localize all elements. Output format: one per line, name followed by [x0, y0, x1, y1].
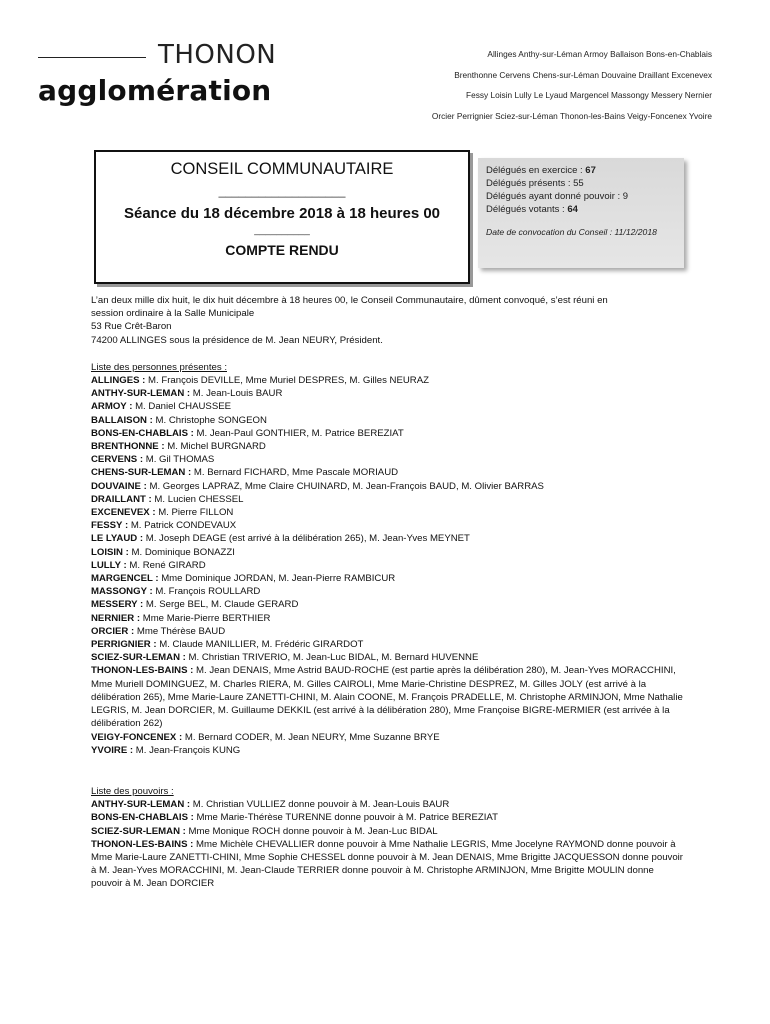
commune-name: ANTHY-SUR-LEMAN : — [91, 388, 193, 400]
commune-name: LOISIN : — [91, 546, 132, 558]
communes-line: Orcier Perrignier Sciez-sur-Léman Thonon-les-Bains Veigy-Foncenex Yvoire — [431, 110, 712, 121]
delegate-names: M. René GIRARD — [129, 559, 206, 571]
delegate-names: M. Serge BEL, M. Claude GERARD — [145, 599, 299, 611]
delegate-names: M. Bernard FICHARD, Mme Pascale MORIAUD — [193, 467, 399, 479]
present-entry — [91, 374, 687, 387]
present-entry — [91, 664, 687, 730]
document-body — [91, 294, 687, 891]
commune-name: LE LYAUD : — [91, 533, 146, 545]
present-entry — [91, 625, 687, 638]
commune-name: MARGENCEL : — [91, 573, 162, 585]
commune-name: FESSY : — [91, 520, 131, 532]
present-entry — [91, 638, 687, 651]
present-entry — [91, 572, 687, 585]
commune-name: MESSERY : — [91, 599, 146, 611]
commune-name: ARMOY : — [91, 401, 136, 413]
title-separator: ___________________ — [218, 184, 346, 198]
intro-line: L’an deux mille dix huit, le dix huit décembre à 18 heures 00, le Conseil Communautaire, dûment convoqué, s’est réuni en — [91, 295, 608, 306]
present-entry — [91, 744, 687, 757]
session-date: Séance du 18 décembre 2018 à 18 heures 00 — [123, 205, 441, 222]
commune-name: BONS-EN-CHABLAIS : — [91, 812, 197, 824]
present-entry — [91, 651, 687, 664]
delegate-names: M. Daniel CHAUSSEE — [135, 401, 232, 413]
present-entry — [91, 400, 687, 413]
proxy-entry — [91, 825, 687, 838]
commune-name: BALLAISON : — [91, 414, 156, 426]
commune-name: THONON-LES-BAINS : — [91, 838, 196, 850]
present-entry — [91, 585, 687, 598]
present-entry — [91, 480, 687, 493]
logo-thonon-text: THONON — [158, 40, 277, 70]
delegate-names: M. Claude MANILLIER, M. Frédéric GIRARDOT — [159, 639, 364, 651]
commune-name: LULLY : — [91, 559, 130, 571]
delegate-names: M. Jean DENAIS, Mme Astrid BAUD-ROCHE (est partie après la délibération 280), M. Jean-Yves MORACCHINI, Mme Muriell DOMINGUEZ, M. Charles RIERA, M. Gilles CAIROLI, Mme Marie-Christine DESPREZ, M. Gilles JOLY (est arrivé à la délibération 265), Mme Marie-Laure ZANETTI-CHINI, M. Alain COONE, M. François PRADELLE, M. Christophe ARMINJON, Mme Nathalie LEGRIS, M. Jean DORCIER, M. Guillaume DEKKIL (est arrivé à la délibération 280), Mme Françoise BIGRE-MERMIER (est arrivée à la délibération 262) — [91, 665, 683, 730]
present-entry — [91, 440, 687, 453]
delegate-names: M. Lucien CHESSEL — [154, 493, 244, 505]
delegate-names: M. Georges LAPRAZ, Mme Claire CHUINARD, M. Jean-François BAUD, M. Olivier BARRAS — [149, 480, 544, 492]
proxy-entry — [91, 798, 687, 811]
present-entry — [91, 559, 687, 572]
commune-name: ANTHY-SUR-LEMAN : — [91, 799, 193, 811]
commune-name: SCIEZ-SUR-LEMAN : — [91, 652, 189, 664]
communes-line: Allinges Anthy-sur-Léman Armoy Ballaison Bons-en-Chablais — [487, 49, 712, 59]
present-entry — [91, 387, 687, 400]
delegates-in-office: Délégués en exercice : 67 — [486, 165, 596, 176]
delegates-present: Délégués présents : 55 — [486, 178, 584, 189]
present-entry — [91, 546, 687, 559]
commune-name: THONON-LES-BAINS : — [91, 665, 196, 677]
commune-name: EXCENEVEX : — [91, 507, 159, 519]
commune-name: SCIEZ-SUR-LEMAN : — [91, 825, 189, 837]
delegate-names: M. François DEVILLE, Mme Muriel DESPRES, M. Gilles NEURAZ — [148, 375, 429, 387]
present-entry — [91, 427, 687, 440]
present-heading: Liste des personnes présentes : — [91, 361, 227, 373]
commune-name: NERNIER : — [91, 612, 143, 624]
communes-line: Brenthonne Cervens Chens-sur-Léman Douvaine Draillant Excenevex — [454, 69, 712, 80]
delegate-names: M. François ROULLARD — [155, 586, 261, 598]
proxies-list — [91, 798, 687, 890]
proxies-heading: Liste des pouvoirs : — [91, 785, 174, 797]
delegates-proxy: Délégués ayant donné pouvoir : 9 — [486, 191, 629, 202]
communes-line: Fessy Loisin Lully Le Lyaud Margencel Massongy Messery Nernier — [466, 90, 712, 100]
delegates-voting-count: 64 — [567, 204, 578, 215]
delegate-names: Mme Monique ROCH donne pouvoir à M. Jean-Luc BIDAL — [188, 825, 438, 837]
delegate-names: M. Jean-François KUNG — [135, 744, 241, 756]
commune-name: ALLINGES : — [91, 375, 149, 387]
document-title: CONSEIL COMMUNAUTAIRE — [170, 160, 394, 178]
delegate-names: M. Dominique BONAZZI — [131, 546, 235, 558]
delegate-names: M. Michel BURGNARD — [167, 441, 266, 453]
delegate-names: M. Pierre FILLON — [158, 507, 234, 519]
present-entry — [91, 414, 687, 427]
delegate-names: M. Gil THOMAS — [145, 454, 215, 466]
commune-name: CERVENS : — [91, 454, 146, 466]
delegate-names: M. Jean-Louis BAUR — [192, 388, 283, 400]
commune-name: DRAILLANT : — [91, 493, 155, 505]
proxy-entry — [91, 811, 687, 824]
title-separator-2: __________ — [254, 225, 310, 236]
delegate-names: M. Christian TRIVERIO, M. Jean-Luc BIDAL, M. Bernard HUVENNE — [188, 652, 479, 664]
intro-line: session ordinaire à la Salle Municipale — [91, 308, 255, 320]
commune-name: DOUVAINE : — [91, 480, 150, 492]
delegate-names: M. Joseph DEAGE (est arrivé à la délibération 265), M. Jean-Yves MEYNET — [145, 533, 470, 545]
delegate-names: M. Christophe SONGEON — [155, 414, 267, 426]
delegates-summary-box — [478, 158, 684, 268]
delegate-names: M. Jean-Paul GONTHIER, M. Patrice BEREZIAT — [196, 427, 404, 439]
proxy-entry — [91, 838, 687, 891]
commune-name: BRENTHONNE : — [91, 441, 168, 453]
commune-name: YVOIRE : — [91, 744, 136, 756]
present-entry — [91, 466, 687, 479]
intro-line: 74200 ALLINGES sous la présidence de M. Jean NEURY, Président. — [91, 334, 383, 346]
delegates-voting: Délégués votants : 64 — [486, 204, 578, 215]
present-entry — [91, 506, 687, 519]
commune-name: MASSONGY : — [91, 586, 156, 598]
intro-line: 53 Rue Crêt-Baron — [91, 321, 172, 333]
delegate-names: Mme Thérèse BAUD — [136, 625, 226, 637]
delegate-names: Mme Michèle CHEVALLIER donne pouvoir à Mme Nathalie LEGRIS, Mme Jocelyne RAYMOND donne pouvoir à Mme Marie-Laure ZANETTI-CHINI, Mme Sophie CHESSEL donne pouvoir à M. Jean DENAIS, Mme Brigitte JACQUESSON donne pouvoir à M. Jean-Yves MORACCHINI, M. Jean-Claude TERRIER donne pouvoir à M. Christophe ARMINJON, Mme Brigitte MOULIN donne pouvoir à M. Jean DORCIER — [91, 838, 684, 890]
commune-name: ORCIER : — [91, 625, 137, 637]
logo-rule — [38, 57, 146, 58]
delegate-names: M. Bernard CODER, M. Jean NEURY, Mme Suzanne BRYE — [184, 731, 440, 743]
present-entry — [91, 453, 687, 466]
present-list — [91, 374, 687, 757]
commune-name: BONS-EN-CHABLAIS : — [91, 427, 197, 439]
title-box — [94, 150, 470, 284]
present-entry — [91, 519, 687, 532]
present-entry — [91, 612, 687, 625]
commune-name: VEIGY-FONCENEX : — [91, 731, 185, 743]
delegate-names: Mme Dominique JORDAN, M. Jean-Pierre RAMBICUR — [161, 573, 396, 585]
delegate-names: Mme Marie-Thérèse TURENNE donne pouvoir à M. Patrice BEREZIAT — [196, 812, 498, 824]
convocation-date: Date de convocation du Conseil : 11/12/2018 — [486, 227, 657, 237]
delegates-in-office-count: 67 — [585, 165, 596, 176]
commune-name: CHENS-SUR-LEMAN : — [91, 467, 194, 479]
present-entry — [91, 598, 687, 611]
organization-logo — [38, 38, 298, 108]
present-entry — [91, 731, 687, 744]
present-entry — [91, 493, 687, 506]
delegate-names: Mme Marie-Pierre BERTHIER — [142, 612, 271, 624]
logo-agglomeration-text: agglomération — [38, 74, 272, 107]
delegate-names: M. Christian VULLIEZ donne pouvoir à M. Jean-Louis BAUR — [192, 799, 450, 811]
member-communes-list — [332, 44, 712, 126]
commune-name: PERRIGNIER : — [91, 639, 160, 651]
report-label: COMPTE RENDU — [225, 242, 339, 258]
delegate-names: M. Patrick CONDEVAUX — [130, 520, 237, 532]
present-entry — [91, 532, 687, 545]
